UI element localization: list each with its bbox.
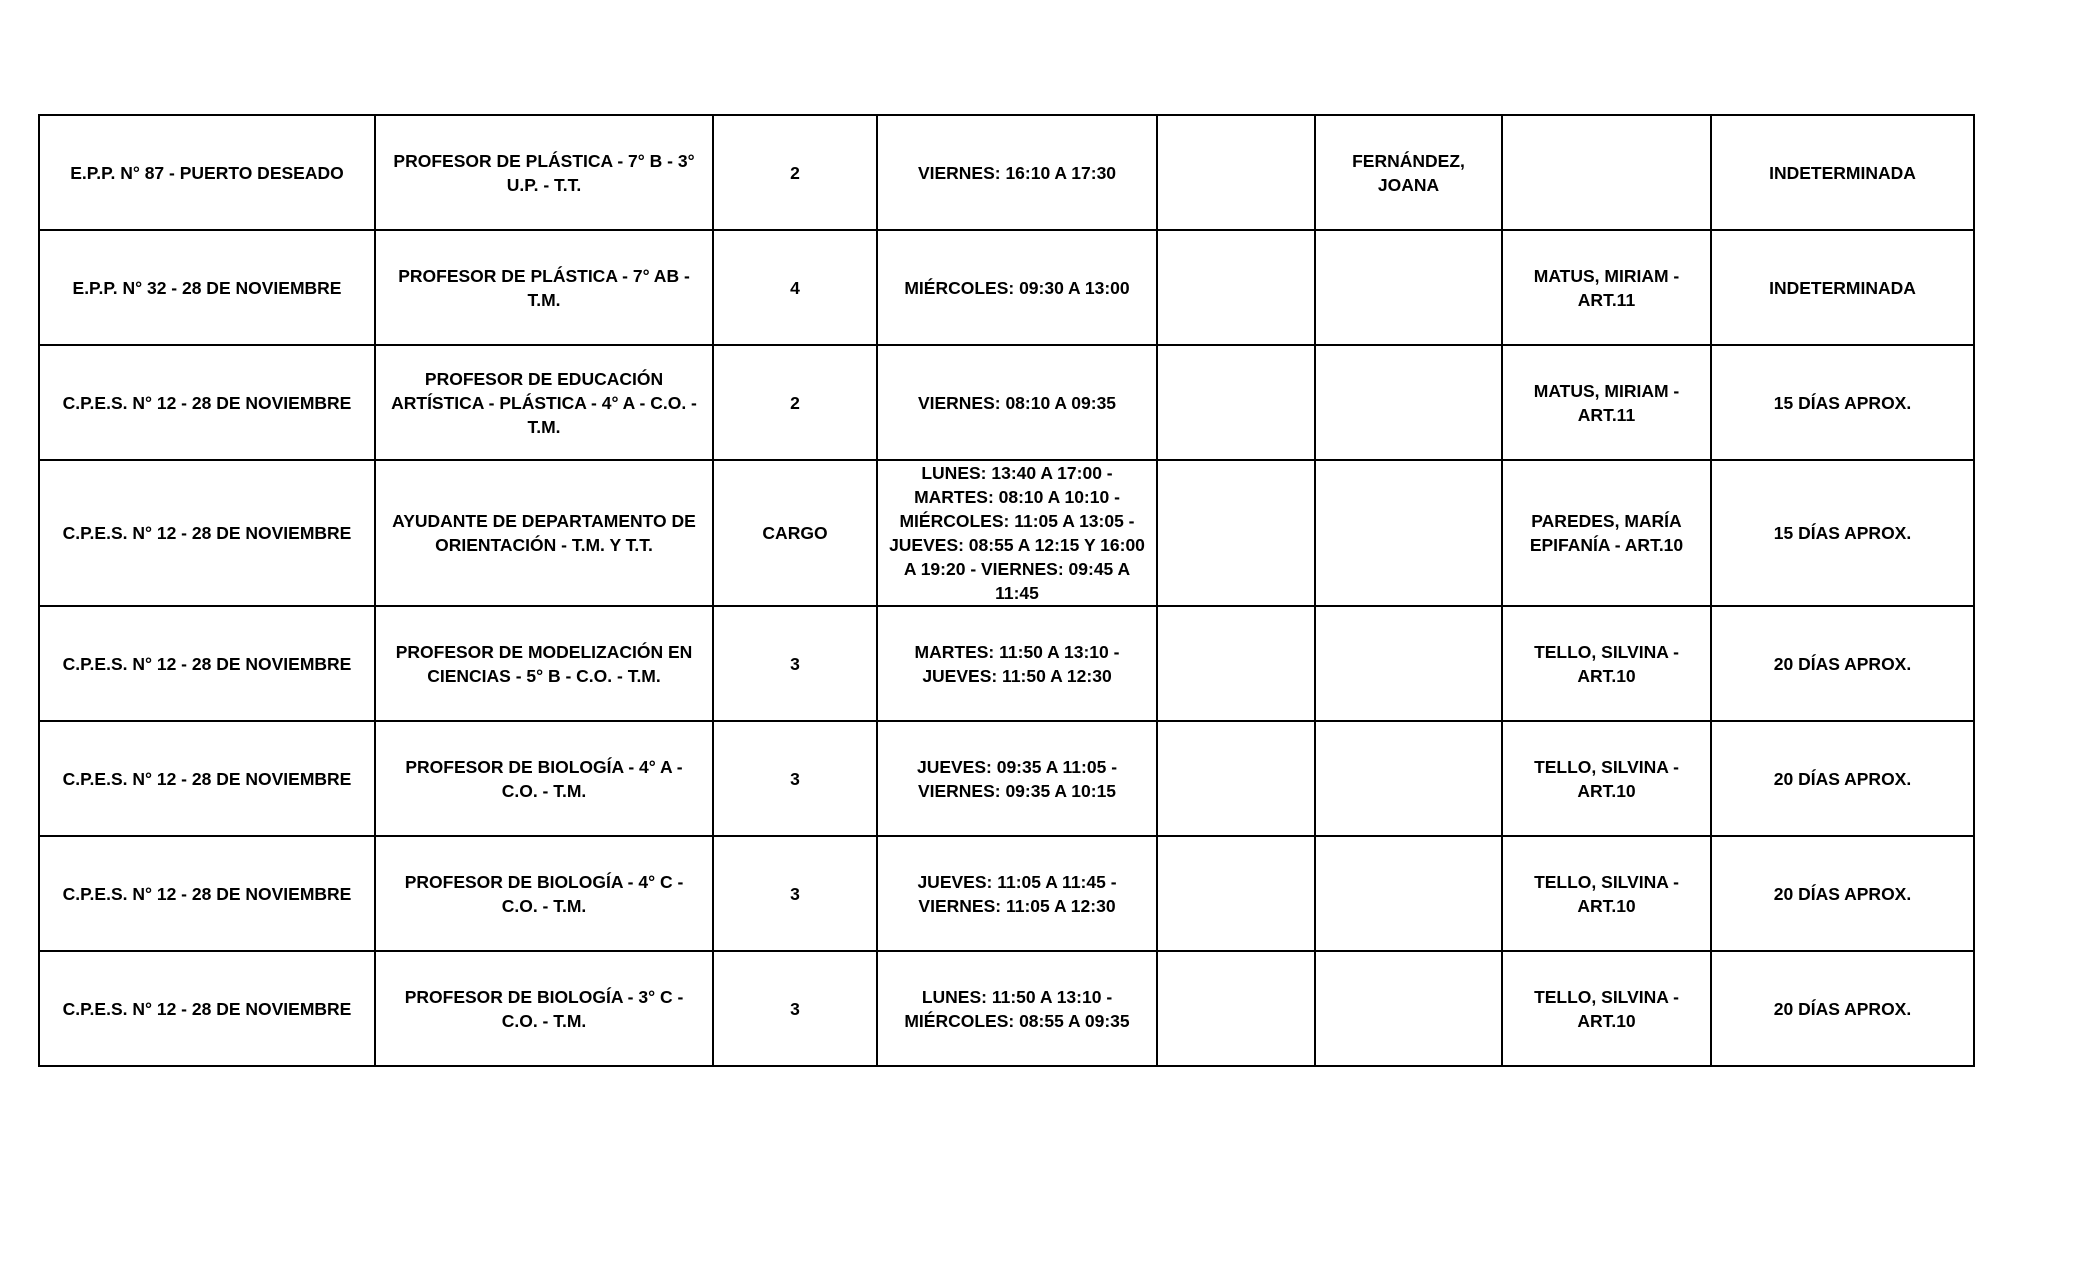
cell-empty (1157, 460, 1315, 606)
cell-hours: 3 (713, 721, 877, 836)
cell-duration: 15 DÍAS APROX. (1711, 460, 1974, 606)
cell-holder (1315, 230, 1502, 345)
cell-schedule: JUEVES: 09:35 A 11:05 - VIERNES: 09:35 A 10:15 (877, 721, 1157, 836)
cell-hours: 2 (713, 345, 877, 460)
cell-replaces: MATUS, MIRIAM - ART.11 (1502, 345, 1711, 460)
cell-replaces: TELLO, SILVINA - ART.10 (1502, 951, 1711, 1066)
cell-holder (1315, 721, 1502, 836)
cell-replaces: MATUS, MIRIAM - ART.11 (1502, 230, 1711, 345)
cell-school: C.P.E.S. N° 12 - 28 DE NOVIEMBRE (39, 345, 375, 460)
table-row (39, 345, 1974, 460)
cell-hours: 4 (713, 230, 877, 345)
cell-empty (1157, 836, 1315, 951)
cell-school: C.P.E.S. N° 12 - 28 DE NOVIEMBRE (39, 460, 375, 606)
cell-holder: FERNÁNDEZ, JOANA (1315, 115, 1502, 230)
cell-replaces: TELLO, SILVINA - ART.10 (1502, 721, 1711, 836)
cell-replaces: TELLO, SILVINA - ART.10 (1502, 606, 1711, 721)
cell-empty (1157, 606, 1315, 721)
cell-replaces (1502, 115, 1711, 230)
cell-holder (1315, 345, 1502, 460)
cell-hours: 2 (713, 115, 877, 230)
cell-hours: CARGO (713, 460, 877, 606)
cell-hours: 3 (713, 836, 877, 951)
vacancy-table (38, 114, 1975, 1067)
cell-duration: 15 DÍAS APROX. (1711, 345, 1974, 460)
cell-position: PROFESOR DE PLÁSTICA - 7° B - 3° U.P. - T.T. (375, 115, 713, 230)
cell-empty (1157, 721, 1315, 836)
cell-school: C.P.E.S. N° 12 - 28 DE NOVIEMBRE (39, 606, 375, 721)
table-row (39, 836, 1974, 951)
cell-schedule: VIERNES: 16:10 A 17:30 (877, 115, 1157, 230)
cell-holder (1315, 606, 1502, 721)
cell-schedule: LUNES: 13:40 A 17:00 - MARTES: 08:10 A 10:10 - MIÉRCOLES: 11:05 A 13:05 - JUEVES: 08:55 A 12:15 Y 16:00 A 19:20 - VIERNES: 09:45 A 11:45 (877, 460, 1157, 606)
cell-position: PROFESOR DE BIOLOGÍA - 4° A - C.O. - T.M. (375, 721, 713, 836)
cell-schedule: LUNES: 11:50 A 13:10 - MIÉRCOLES: 08:55 A 09:35 (877, 951, 1157, 1066)
cell-school: E.P.P. N° 87 - PUERTO DESEADO (39, 115, 375, 230)
cell-position: PROFESOR DE EDUCACIÓN ARTÍSTICA - PLÁSTICA - 4° A - C.O. - T.M. (375, 345, 713, 460)
table-row (39, 460, 1974, 606)
cell-empty (1157, 345, 1315, 460)
cell-duration: 20 DÍAS APROX. (1711, 836, 1974, 951)
cell-empty (1157, 115, 1315, 230)
cell-position: PROFESOR DE BIOLOGÍA - 3° C - C.O. - T.M. (375, 951, 713, 1066)
cell-position: PROFESOR DE BIOLOGÍA - 4° C - C.O. - T.M. (375, 836, 713, 951)
cell-duration: INDETERMINADA (1711, 230, 1974, 345)
cell-holder (1315, 460, 1502, 606)
table-row (39, 230, 1974, 345)
cell-position: PROFESOR DE MODELIZACIÓN EN CIENCIAS - 5° B - C.O. - T.M. (375, 606, 713, 721)
cell-holder (1315, 951, 1502, 1066)
cell-schedule: MIÉRCOLES: 09:30 A 13:00 (877, 230, 1157, 345)
cell-empty (1157, 230, 1315, 345)
cell-position: AYUDANTE DE DEPARTAMENTO DE ORIENTACIÓN - T.M. Y T.T. (375, 460, 713, 606)
table-body (39, 115, 1974, 1066)
cell-position: PROFESOR DE PLÁSTICA - 7° AB - T.M. (375, 230, 713, 345)
cell-duration: 20 DÍAS APROX. (1711, 721, 1974, 836)
cell-hours: 3 (713, 951, 877, 1066)
table-row (39, 721, 1974, 836)
cell-schedule: VIERNES: 08:10 A 09:35 (877, 345, 1157, 460)
cell-holder (1315, 836, 1502, 951)
cell-school: E.P.P. N° 32 - 28 DE NOVIEMBRE (39, 230, 375, 345)
cell-replaces: PAREDES, MARÍA EPIFANÍA - ART.10 (1502, 460, 1711, 606)
cell-empty (1157, 951, 1315, 1066)
table-row (39, 606, 1974, 721)
cell-schedule: JUEVES: 11:05 A 11:45 - VIERNES: 11:05 A 12:30 (877, 836, 1157, 951)
table-row (39, 951, 1974, 1066)
cell-hours: 3 (713, 606, 877, 721)
cell-school: C.P.E.S. N° 12 - 28 DE NOVIEMBRE (39, 836, 375, 951)
cell-replaces: TELLO, SILVINA - ART.10 (1502, 836, 1711, 951)
cell-schedule: MARTES: 11:50 A 13:10 - JUEVES: 11:50 A 12:30 (877, 606, 1157, 721)
cell-school: C.P.E.S. N° 12 - 28 DE NOVIEMBRE (39, 721, 375, 836)
cell-duration: INDETERMINADA (1711, 115, 1974, 230)
cell-school: C.P.E.S. N° 12 - 28 DE NOVIEMBRE (39, 951, 375, 1066)
cell-duration: 20 DÍAS APROX. (1711, 606, 1974, 721)
cell-duration: 20 DÍAS APROX. (1711, 951, 1974, 1066)
table-row (39, 115, 1974, 230)
